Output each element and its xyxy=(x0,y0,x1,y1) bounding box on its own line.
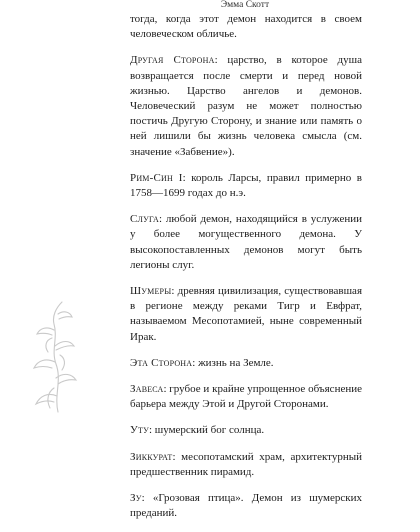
glossary-definition: : шумерский бог солнца. xyxy=(148,424,265,437)
glossary-definition: : месопотамский храм, архитектурный предшественник пирамид. xyxy=(130,450,362,478)
glossary-entry xyxy=(130,284,362,345)
glossary-entry xyxy=(130,491,362,521)
glossary-term: Слуга xyxy=(130,213,159,226)
glossary-definition: : жизнь на Земле. xyxy=(192,356,274,369)
glossary-entry xyxy=(130,382,362,412)
glossary-term: Шумеры xyxy=(130,285,172,298)
glossary-definition: : король Ларсы, правил примерно в 1758—1699 годах до н.э. xyxy=(130,171,362,200)
glossary-term: Другая Сторона xyxy=(130,54,215,67)
running-header: Эмма Скотт xyxy=(220,0,270,10)
glossary-entry xyxy=(130,212,362,273)
glossary-entry xyxy=(130,53,362,159)
glossary-definition: : «Грозовая птица». Демон из шумерских преданий. xyxy=(130,492,362,520)
glossary-term: Зиккурат xyxy=(130,450,173,463)
glossary-term: Эта Сторона xyxy=(130,356,193,369)
glossary-definition: : любой демон, находящийся в услужении у более могущественного демона. У высокопоставленных демонов могут быть легионы слуг. xyxy=(130,213,362,271)
glossary-entry xyxy=(130,450,362,480)
glossary-definition: : грубое и крайне упрощенное объяснение барьера между Этой и Другой Сторонами. xyxy=(130,383,362,411)
glossary-entry xyxy=(130,423,362,438)
glossary-continuation: тогда, когда этот демон находится в своем человеческом обличье. xyxy=(130,13,362,41)
glossary-list xyxy=(130,12,362,532)
glossary-definition: : царство, в которое душа возвращается после смерти и перед новой жизнью. Царство ангелов и демонов. Человеческий разум не может полностью постичь Другую Сторону, и знание или память о ней лишили бы жизнь человека смысла (см. значение «Забвение»). xyxy=(130,54,362,158)
glossary-entry xyxy=(130,356,362,371)
glossary-term: Зу xyxy=(130,492,142,505)
glossary-term: Рим-Син I xyxy=(130,171,183,184)
glossary-term: Завеса xyxy=(130,383,164,396)
floral-flourish-icon xyxy=(28,300,78,415)
glossary-term: Уту xyxy=(130,424,149,437)
glossary-definition: : древняя цивилизация, существовавшая в регионе между реками Тигр и Евфрат, называемом Месопотамией, ныне современный Ирак. xyxy=(130,285,362,343)
glossary-entry xyxy=(130,171,362,201)
